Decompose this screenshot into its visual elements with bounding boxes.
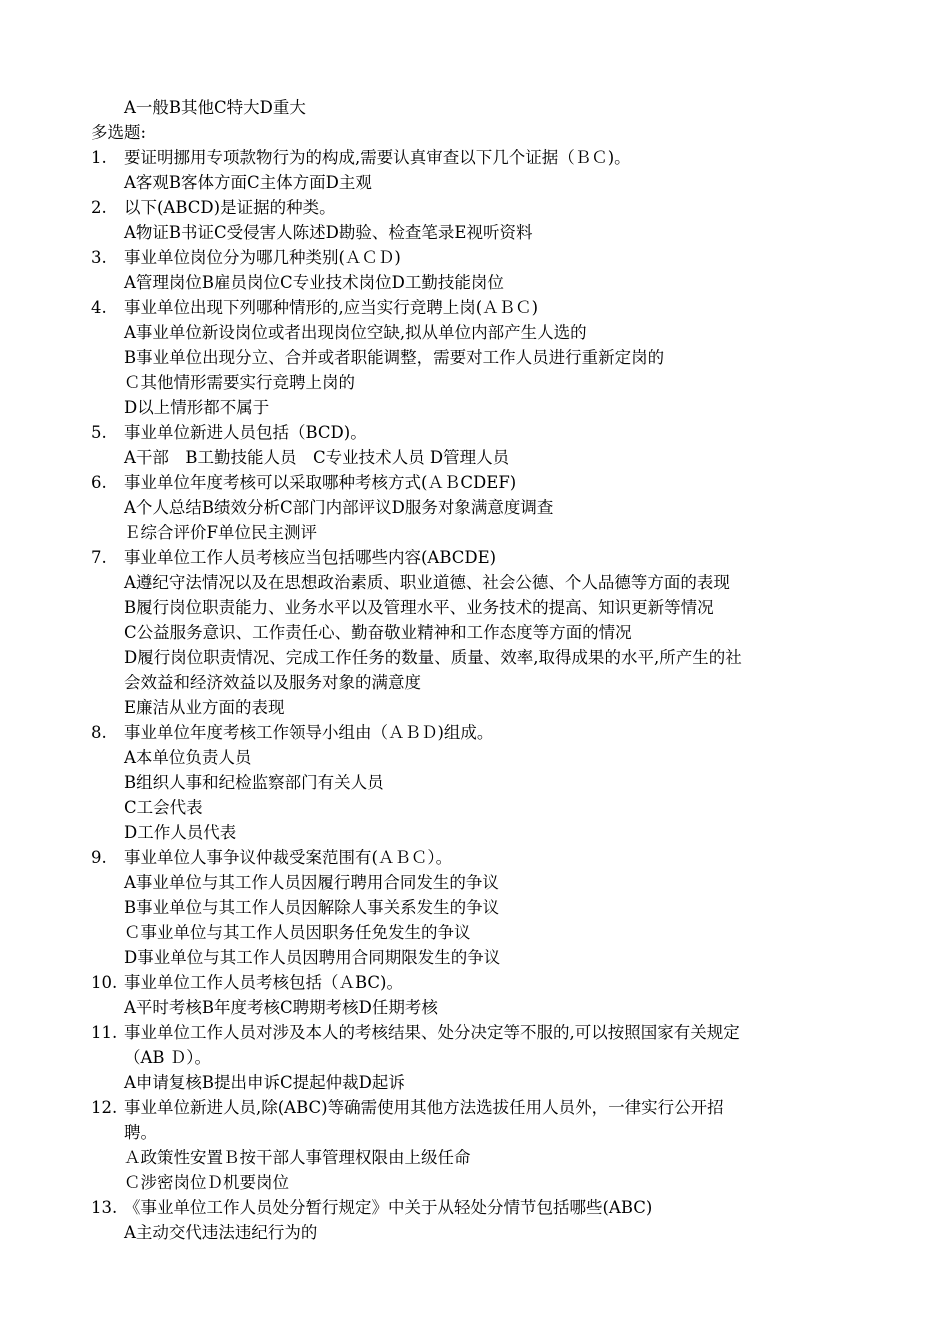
line-text: A一般B其他C特大D重大: [124, 98, 306, 117]
line-text: D以上情形都不属于: [124, 398, 270, 417]
question-text: 事业单位岗位分为哪几种类别(ＡＣＤ): [124, 248, 401, 267]
question-text: 事业单位出现下列哪种情形的,应当实行竞聘上岗(ＡＢＣ): [124, 298, 539, 317]
question-number: 4.: [91, 298, 107, 317]
question-number: 13.: [91, 1198, 118, 1217]
question-number: 12.: [91, 1098, 118, 1117]
question-number: 11.: [91, 1023, 118, 1042]
line-text: D履行岗位职责情况、完成工作任务的数量、质量、效率,取得成果的水平,所产生的社: [124, 648, 742, 667]
line-text: C公益服务意识、工作责任心、勤奋敬业精神和工作态度等方面的情况: [124, 623, 632, 642]
line-text: 多选题:: [91, 123, 147, 142]
line-text: A事业单位新设岗位或者出现岗位空缺,拟从单位内部产生人选的: [124, 323, 587, 342]
question-text: 事业单位人事争议仲裁受案范围有(ＡＢＣ）。: [124, 848, 453, 867]
line-text: C工会代表: [124, 798, 203, 817]
line-text: A本单位负责人员: [124, 748, 252, 767]
question-text: 事业单位新进人员包括（BCD)。: [124, 423, 367, 442]
line-text: A客观B客体方面C主体方面D主观: [124, 173, 372, 192]
question-number: 7.: [91, 548, 107, 567]
question-number: 8.: [91, 723, 107, 742]
line-text: D事业单位与其工作人员因聘用合同期限发生的争议: [124, 948, 501, 967]
line-text: B事业单位与其工作人员因解除人事关系发生的争议: [124, 898, 500, 917]
line-text: Ｅ综合评价F单位民主测评: [124, 523, 317, 542]
line-text: A主动交代违法违纪行为的: [124, 1223, 318, 1242]
line-text: A个人总结B绩效分析C部门内部评议D服务对象满意度调查: [124, 498, 554, 517]
line-text: A物证B书证C受侵害人陈述D勘验、检查笔录E视听资料: [124, 223, 533, 242]
question-text: 事业单位工作人员对涉及本人的考核结果、处分决定等不服的,可以按照国家有关规定: [124, 1023, 740, 1042]
line-text: A申请复核B提出申诉C提起仲裁D起诉: [124, 1073, 405, 1092]
question-text: 事业单位新进人员,除(ABC)等确需使用其他方法选拔任用人员外，一律实行公开招: [124, 1098, 724, 1117]
line-text: A管理岗位B雇员岗位C专业技术岗位D工勤技能岗位: [124, 273, 504, 292]
line-text: E廉洁从业方面的表现: [124, 698, 285, 717]
line-text: B履行岗位职责能力、业务水平以及管理水平、业务技术的提高、知识更新等情况: [124, 598, 714, 617]
line-text: D工作人员代表: [124, 823, 237, 842]
line-text: Ｃ涉密岗位Ｄ机要岗位: [124, 1173, 289, 1192]
line-text: Ａ政策性安置Ｂ按干部人事管理权限由上级任命: [124, 1148, 471, 1167]
question-number: 2.: [91, 198, 107, 217]
line-text: B事业单位出现分立、合并或者职能调整，需要对工作人员进行重新定岗的: [124, 348, 665, 367]
question-text: 要证明挪用专项款物行为的构成,需要认真审查以下几个证据（ＢＣ)。: [124, 148, 631, 167]
line-text: B组织人事和纪检监察部门有关人员: [124, 773, 384, 792]
line-text: 聘。: [124, 1123, 157, 1142]
question-number: 6.: [91, 473, 107, 492]
line-text: A干部 B工勤技能人员 C专业技术人员 D管理人员: [124, 448, 510, 467]
question-number: 3.: [91, 248, 107, 267]
line-text: A平时考核B年度考核C聘期考核D任期考核: [124, 998, 438, 1017]
question-text: 事业单位年度考核工作领导小组由（ＡＢＤ)组成。: [124, 723, 494, 742]
line-text: A遵纪守法情况以及在思想政治素质、职业道德、社会公德、个人品德等方面的表现: [124, 573, 730, 592]
question-text: 以下(ABCD)是证据的种类。: [124, 198, 336, 217]
question-text: 《事业单位工作人员处分暂行规定》中关于从轻处分情节包括哪些(ABC): [124, 1198, 653, 1217]
question-text: 事业单位年度考核可以采取哪种考核方式(ＡＢCDEF): [124, 473, 517, 492]
question-text: 事业单位工作人员考核包括（ＡBC)。: [124, 973, 403, 992]
line-text: Ｃ其他情形需要实行竞聘上岗的: [124, 373, 355, 392]
question-number: 9.: [91, 848, 107, 867]
line-text: （AB Ｄ）。: [124, 1048, 212, 1067]
question-text: 事业单位工作人员考核应当包括哪些内容(ABCDE): [124, 548, 497, 567]
line-text: A事业单位与其工作人员因履行聘用合同发生的争议: [124, 873, 499, 892]
question-number: 5.: [91, 423, 107, 442]
line-text: Ｃ事业单位与其工作人员因职务任免发生的争议: [124, 923, 471, 942]
line-text: 会效益和经济效益以及服务对象的满意度: [124, 673, 421, 692]
question-number: 10.: [91, 973, 118, 992]
question-number: 1.: [91, 148, 107, 167]
